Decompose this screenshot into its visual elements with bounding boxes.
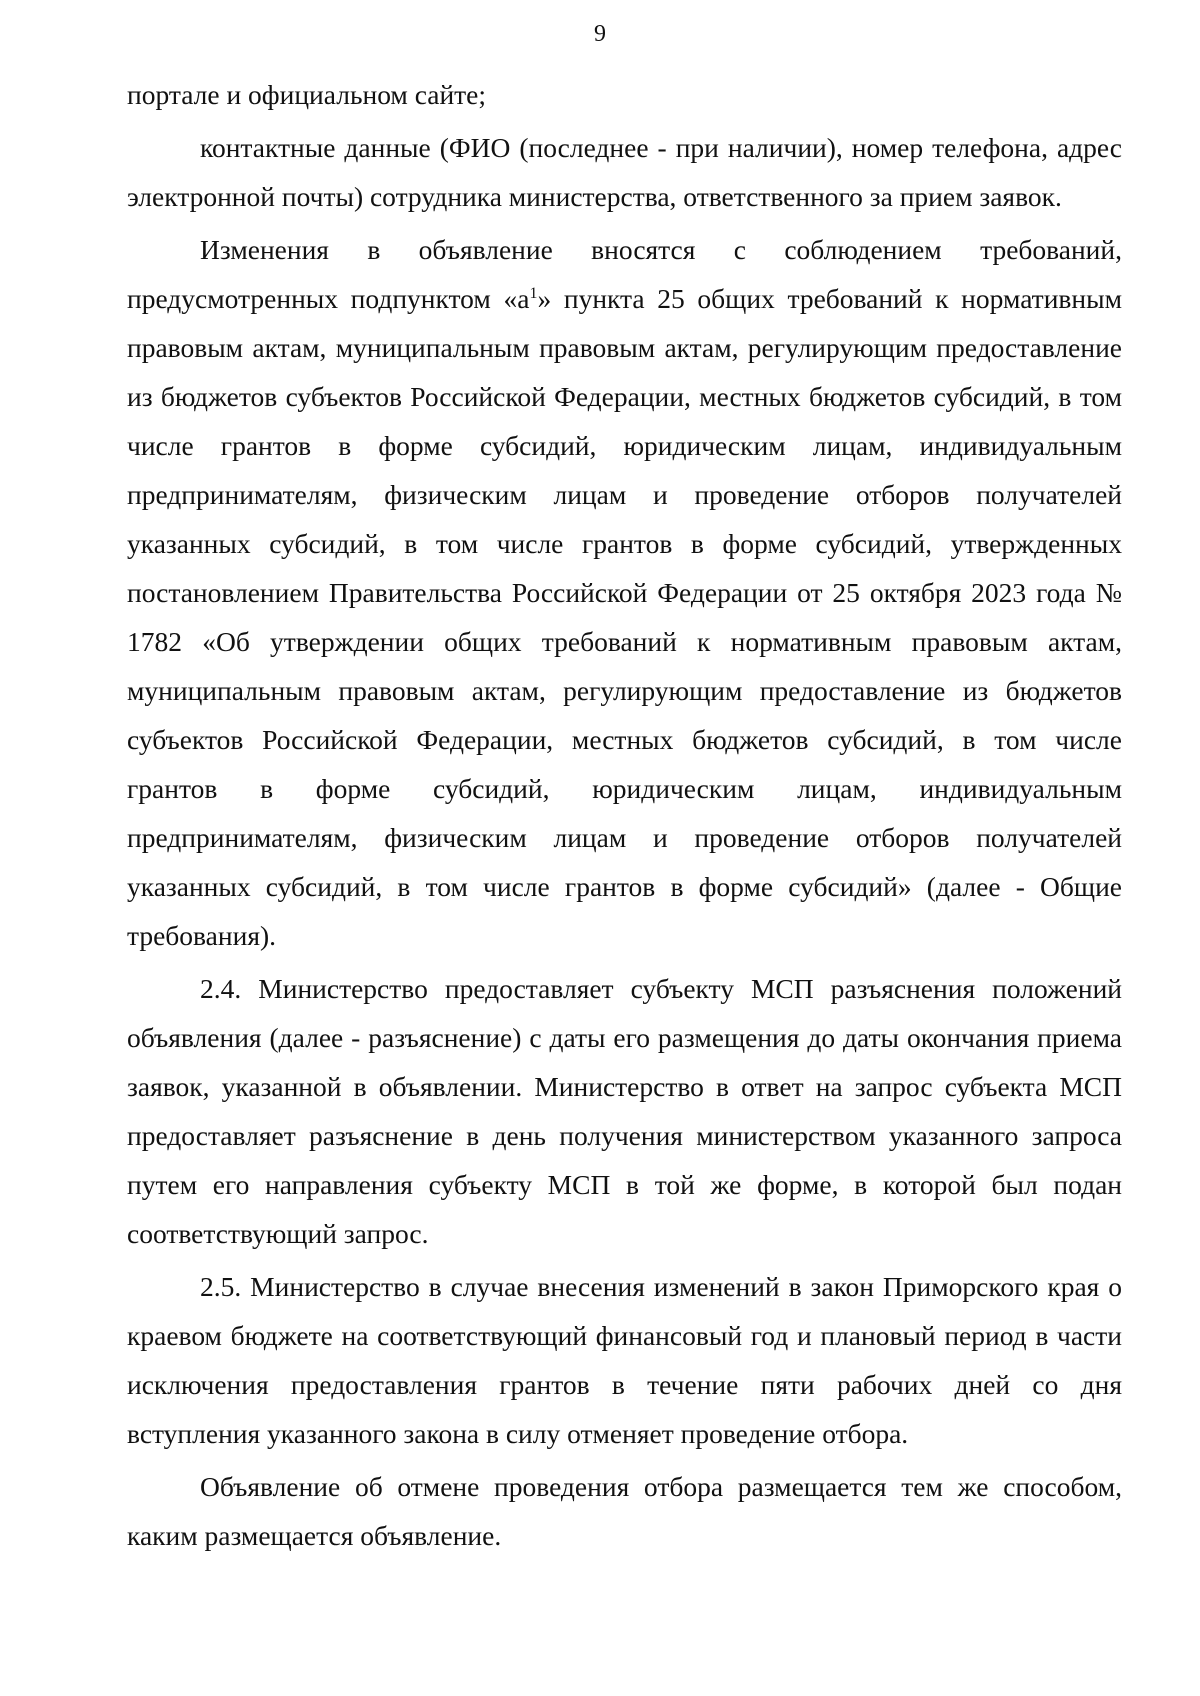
paragraph-2-5-cancellation: 2.5. Министерство в случае внесения изменений в закон Приморского края о краевом бюджете на соответствующий финансовый год и плановый период в части исключения предоставления грантов в течение пяти рабочих дней со дня вступления указанного закона в силу отменяет проведение отбора. [127, 1271, 1122, 1449]
document-body [127, 70, 1122, 1560]
page-number: 9 [594, 21, 606, 47]
paragraph-contact-data: контактные данные (ФИО (последнее - при наличии), номер телефона, адрес электронной почты) сотрудника министерства, ответственного за прием заявок. [127, 132, 1122, 212]
paragraph-announcement-changes-text-start: Изменения в объявление вносятся с соблюдением требований, предусмотренных подпунктом «а [127, 234, 1122, 314]
superscript-marker: 1 [529, 285, 538, 302]
paragraph-announcement-changes [127, 225, 1122, 960]
paragraph-cancellation-notice: Объявление об отмене проведения отбора размещается тем же способом, каким размещается объявление. [127, 1471, 1122, 1551]
paragraph-portal-site: портале и официальном сайте; [127, 79, 487, 110]
paragraph-announcement-changes-text-end: » пункта 25 общих требований к нормативным правовым актам, муниципальным правовым актам, регулирующим предоставление из бюджетов субъектов Российской Федерации, местных бюджетов субсидий, в том числе грантов в форме субсидий, юридическим лицам, индивидуальным предпринимателям, физическим лицам и проведение отборов получателей указанных субсидий, в том числе грантов в форме субсидий, утвержденных постановлением Правительства Российской Федерации от 25 октября 2023 года № 1782 «Об утверждении общих требований к нормативным правовым актам, муниципальным правовым актам, регулирующим предоставление из бюджетов субъектов Российской Федерации, местных бюджетов субсидий, в том числе грантов в форме субсидий, юридическим лицам, индивидуальным предпринимателям, физическим лицам и проведение отборов получателей указанных субсидий, в том числе грантов в форме субсидий» (далее - Общие требования). [127, 283, 1122, 951]
paragraph-2-4-clarifications: 2.4. Министерство предоставляет субъекту МСП разъяснения положений объявления (далее - разъяснение) с даты его размещения до даты окончания приема заявок, указанной в объявлении. Министерство в ответ на запрос субъекта МСП предоставляет разъяснение в день получения министерством указанного запроса путем его направления субъекту МСП в той же форме, в которой был подан соответствующий запрос. [127, 973, 1122, 1249]
